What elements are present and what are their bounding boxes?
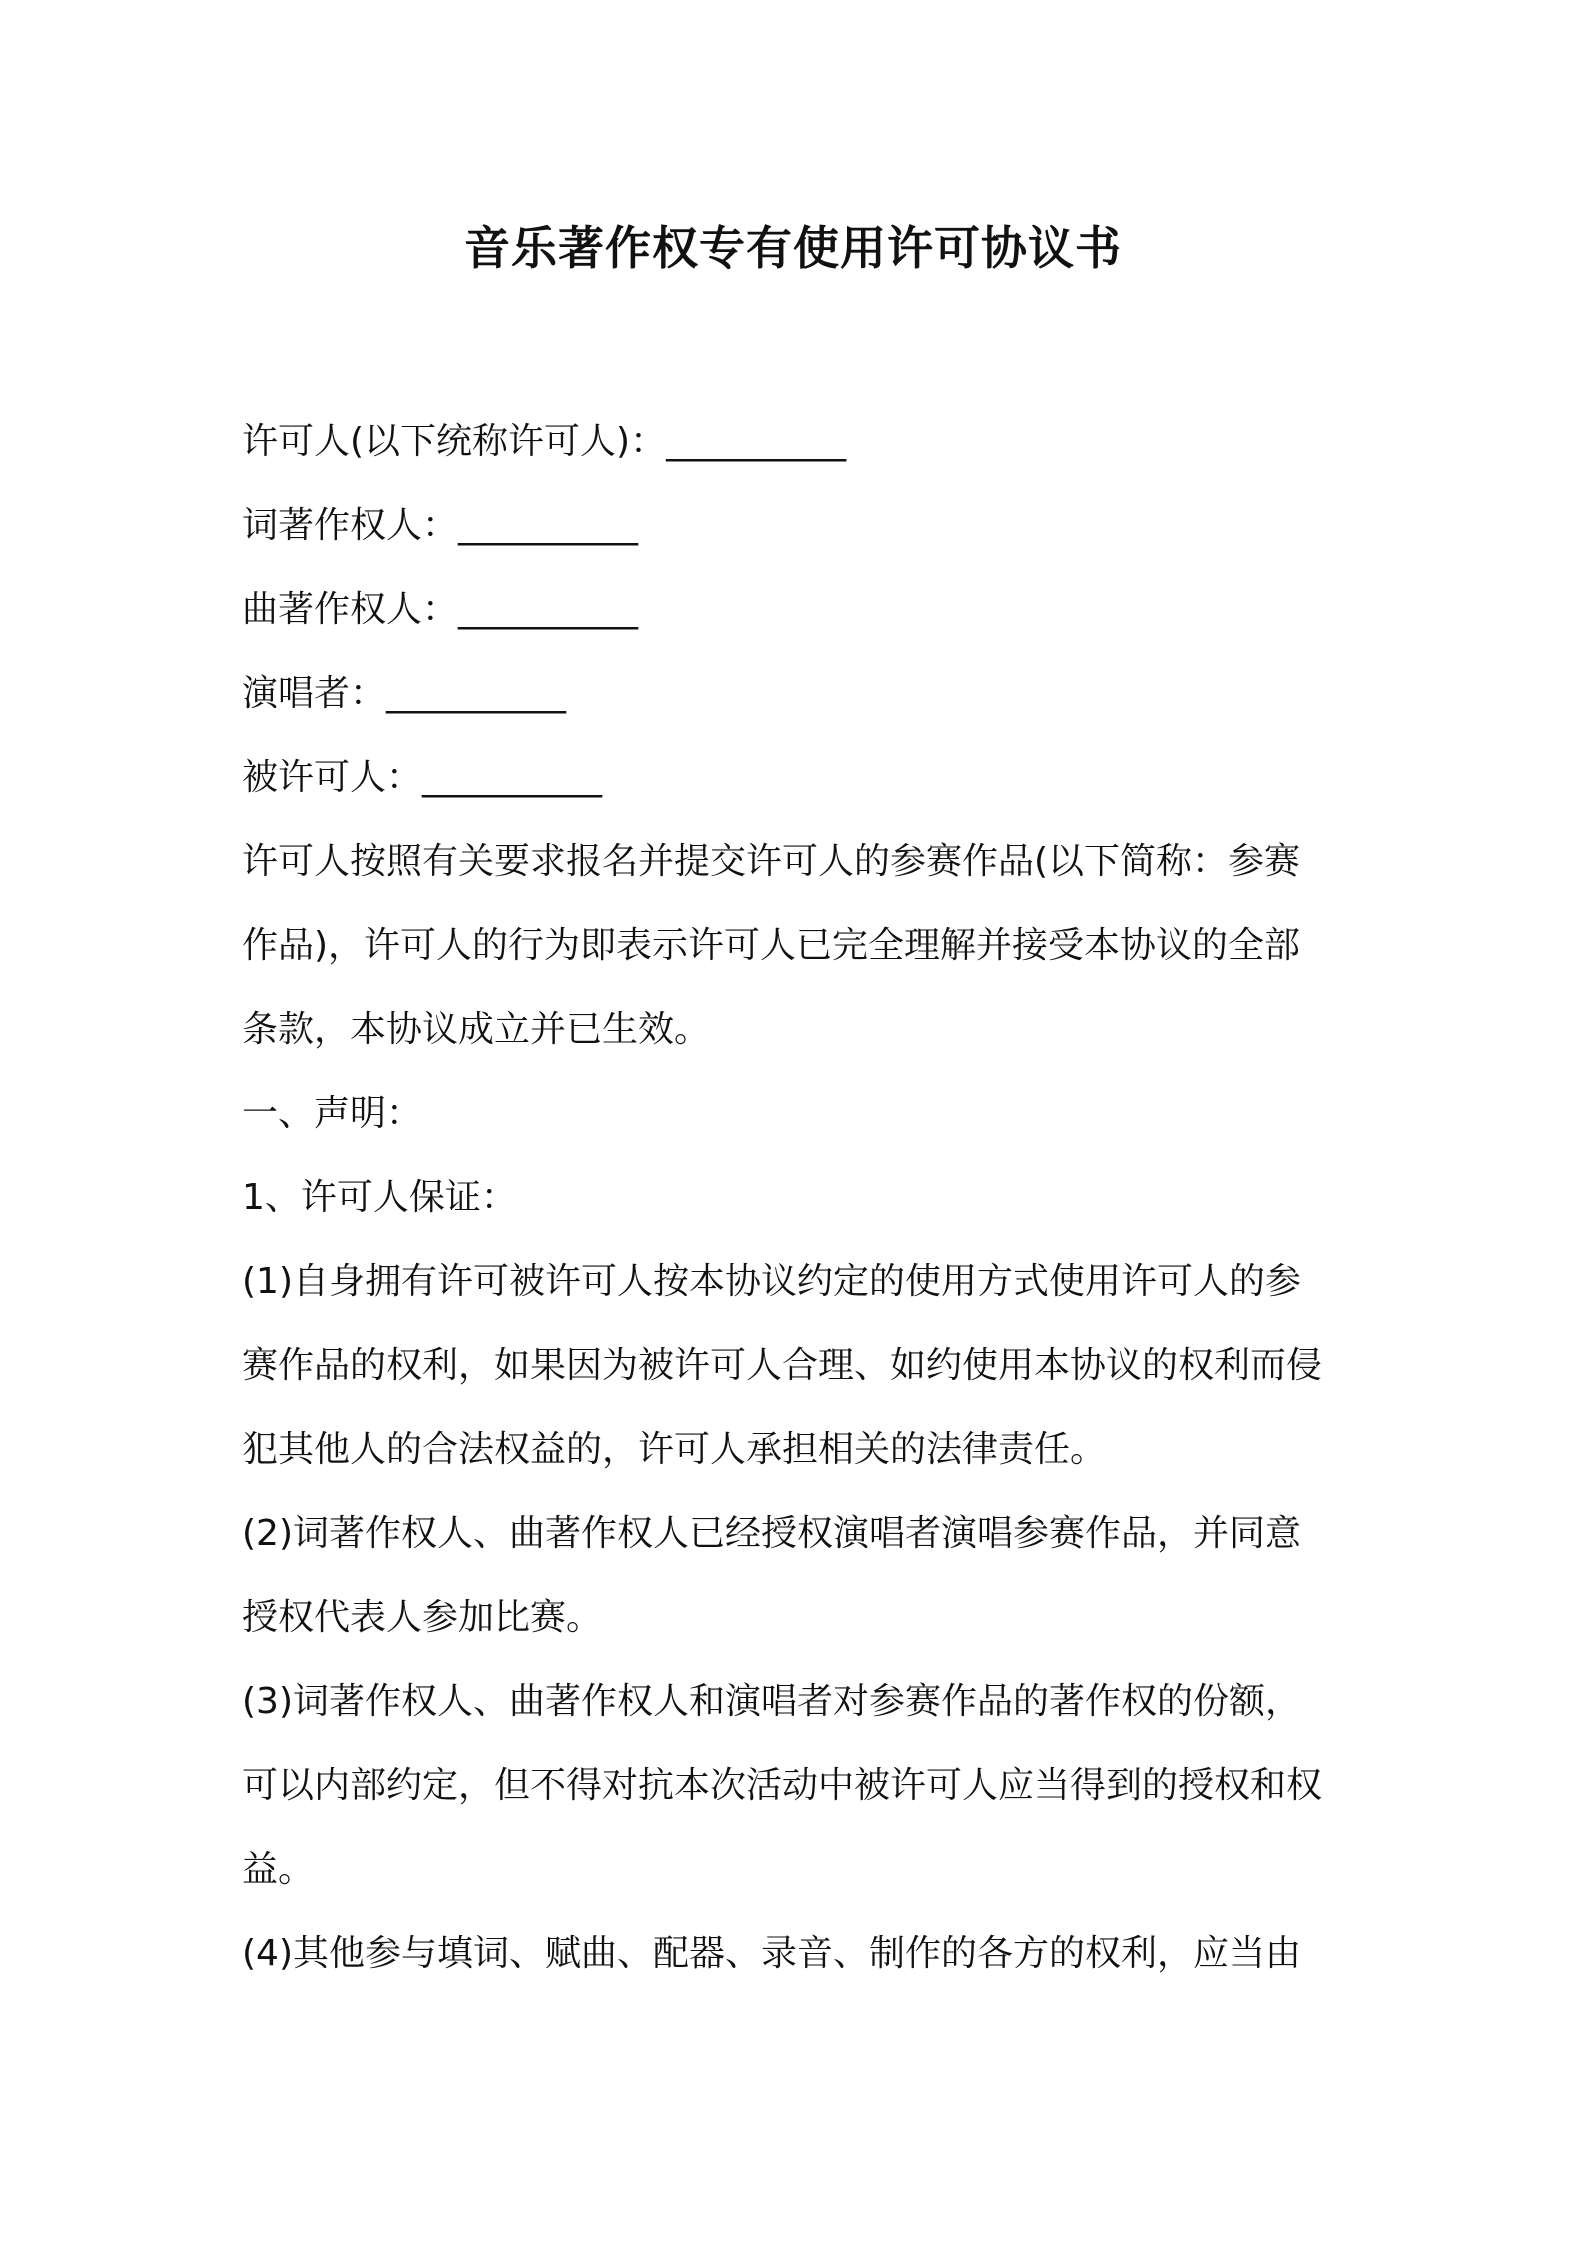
intro-line: 许可人按照有关要求报名并提交许可人的参赛作品(以下简称：参赛 [242,841,1301,882]
field-lyrics-copyright-owner: 词著作权人：__________ [242,505,639,546]
clause-2-line: 授权代表人参加比赛。 [242,1597,603,1638]
field-licensee: 被许可人：__________ [242,757,603,798]
clause-1-line: 犯其他人的合法权益的，许可人承担相关的法律责任。 [242,1429,1107,1470]
field-licensor: 许可人(以下统称许可人)：__________ [242,421,847,462]
clause-1-line: 赛作品的权利，如果因为被许可人合理、如约使用本协议的权利而侵 [242,1345,1323,1386]
document-body [242,400,1362,1996]
clause-2-line: (2)词著作权人、曲著作权人已经授权演唱者演唱参赛作品，并同意 [242,1513,1301,1554]
section-heading: 一、声明： [242,1093,423,1134]
clause-3-line: (3)词著作权人、曲著作权人和演唱者对参赛作品的著作权的份额， [242,1681,1301,1722]
document-title: 音乐著作权专有使用许可协议书 [464,221,1122,275]
intro-line: 条款，本协议成立并已生效。 [242,1009,711,1050]
clause-3-line: 益。 [242,1849,315,1890]
subsection-heading: 1、许可人保证： [242,1177,517,1218]
field-music-copyright-owner: 曲著作权人：__________ [242,589,639,630]
clause-4-line: (4)其他参与填词、赋曲、配器、录音、制作的各方的权利，应当由 [242,1933,1301,1974]
field-performer: 演唱者：__________ [242,673,567,714]
clause-1-line: (1)自身拥有许可被许可人按本协议约定的使用方式使用许可人的参 [242,1261,1301,1302]
clause-3-line: 可以内部约定，但不得对抗本次活动中被许可人应当得到的授权和权 [242,1765,1323,1806]
intro-line: 作品)，许可人的行为即表示许可人已完全理解并接受本协议的全部 [242,925,1301,966]
